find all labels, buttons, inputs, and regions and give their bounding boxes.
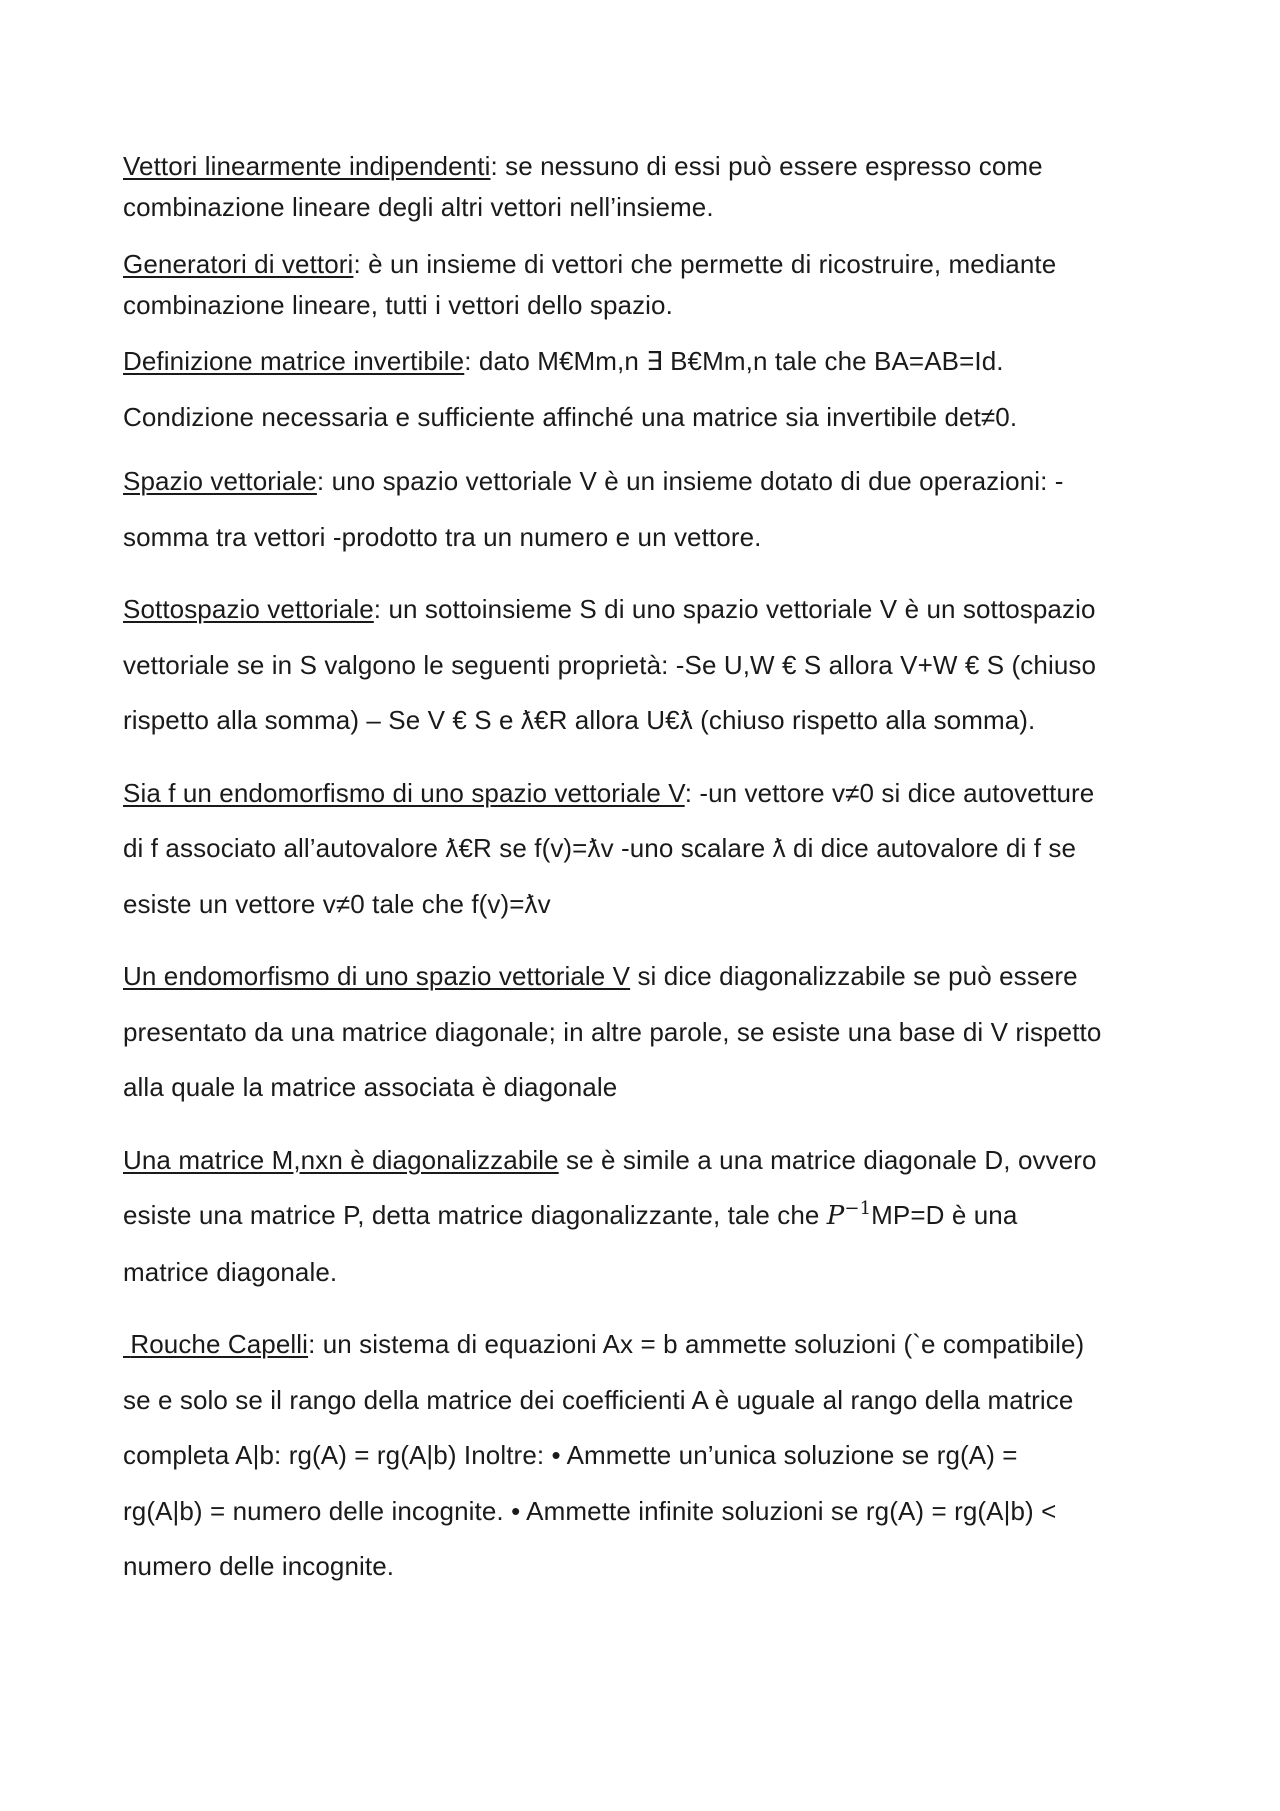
- paragraph-line: se e solo se il rango della matrice dei coefficienti A è uguale al rango della matrice: [123, 1384, 1074, 1415]
- paragraph-line: esiste un vettore v≠0 tale che f(v)=ƛv: [123, 888, 551, 919]
- paragraph-line: [123, 1188, 1183, 1245]
- paragraph-diagonalizable-endomorphism: [123, 949, 1183, 1116]
- paragraph-line: [123, 582, 1183, 638]
- paragraph-line: [123, 454, 1183, 510]
- paragraph-line: [123, 766, 1183, 822]
- paragraph-line: Condizione necessaria e sufficiente affinché una matrice sia invertibile det≠0.: [123, 402, 1018, 432]
- definition-text: : è un insieme di vettori che permette di ricostruire, mediante: [353, 249, 1057, 279]
- definition-term: Un endomorfismo di uno spazio vettoriale V: [123, 961, 631, 991]
- paragraph-diagonalizable-matrix: [123, 1133, 1183, 1301]
- definition-text: si dice diagonalizzabile se può essere: [630, 961, 1078, 991]
- inverse-matrix-formula: [826, 1198, 872, 1231]
- definition-text: esiste una matrice P, detta matrice diagonalizzante, tale che: [123, 1200, 827, 1230]
- paragraph-line: [123, 341, 1183, 382]
- paragraph-line: [123, 949, 1183, 1005]
- paragraph-line: [123, 146, 1183, 187]
- definition-term: Sottospazio vettoriale: [123, 594, 374, 624]
- paragraph-line: [123, 1133, 1183, 1189]
- paragraph-vector-subspace: [123, 582, 1183, 749]
- paragraph-line: completa A|b: rg(A) = rg(A|b) Inoltre: • Ammette un’unica soluzione se rg(A) =: [123, 1440, 1018, 1470]
- definition-text: : un sistema di equazioni Ax = b ammette soluzioni (`e compatibile): [308, 1329, 1085, 1359]
- paragraph-line: rispetto alla somma) – Se V € S e ƛ€R allora U€ƛ (chiuso rispetto alla somma).: [123, 705, 1036, 735]
- definition-text: : un sottoinsieme S di uno spazio vettoriale V è un sottospazio: [373, 594, 1096, 624]
- math-base: P: [826, 1201, 845, 1231]
- paragraph-vector-space: [123, 454, 1183, 565]
- paragraph-linearly-independent-vectors: [123, 146, 1183, 228]
- paragraph-invertible-matrix-definition: [123, 341, 1183, 382]
- definition-text: : -un vettore v≠0 si dice autovetture: [684, 777, 1095, 808]
- definition-term: Generatori di vettori: [123, 249, 354, 279]
- definition-term: Definizione matrice invertibile: [123, 346, 465, 376]
- definition-term: Spazio vettoriale: [123, 466, 317, 496]
- definition-term: Una matrice M,nxn è diagonalizzabile: [123, 1144, 559, 1175]
- definition-text: : dato M€Mm,n ∃ B€Mm,n tale che BA=AB=Id.: [464, 346, 1004, 376]
- definition-text: : uno spazio vettoriale V è un insieme dotato di due operazioni: -: [316, 466, 1064, 496]
- math-exponent: −1: [844, 1198, 872, 1219]
- document-page: [123, 150, 1183, 1595]
- paragraph-line: combinazione lineare, tutti i vettori dello spazio.: [123, 290, 673, 320]
- paragraph-line: somma tra vettori -prodotto tra un numero e un vettore.: [123, 521, 762, 552]
- definition-text: se è simile a una matrice diagonale D, ovvero: [558, 1144, 1097, 1175]
- paragraph-line: [123, 244, 1183, 285]
- paragraph-line: alla quale la matrice associata è diagonale: [123, 1072, 618, 1102]
- definition-text: MP=D è una: [871, 1200, 1018, 1230]
- paragraph-line: rg(A|b) = numero delle incognite. • Ammette infinite soluzioni se rg(A) = rg(A|b) <: [123, 1495, 1057, 1526]
- definition-term: Vettori linearmente indipendenti: [123, 151, 491, 181]
- paragraph-invertibility-condition: [123, 397, 1183, 438]
- paragraph-line: di f associato all’autovalore ƛ€R se f(v)=ƛv -uno scalare ƛ di dice autovalore di f se: [123, 833, 1077, 863]
- paragraph-line: vettoriale se in S valgono le seguenti proprietà: -Se U,W € S allora V+W € S (chiuso: [123, 649, 1097, 680]
- paragraph-line: combinazione lineare degli altri vettori nell’insieme.: [123, 192, 714, 222]
- paragraph-rouche-capelli: [123, 1317, 1183, 1595]
- paragraph-vector-generators: [123, 244, 1183, 326]
- definition-text: : se nessuno di essi può essere espresso come: [490, 151, 1043, 181]
- paragraph-line: numero delle incognite.: [123, 1551, 395, 1581]
- paragraph-line: presentato da una matrice diagonale; in altre parole, se esiste una base di V rispetto: [123, 1016, 1102, 1047]
- paragraph-endomorphism-eigenvectors: [123, 766, 1183, 933]
- paragraph-line: [123, 1317, 1183, 1373]
- paragraph-line: matrice diagonale.: [123, 1256, 338, 1287]
- definition-term: [123, 1329, 308, 1359]
- term-text: Rouche Capelli: [130, 1329, 309, 1359]
- definition-term: Sia f un endomorfismo di uno spazio vettoriale V: [123, 777, 685, 808]
